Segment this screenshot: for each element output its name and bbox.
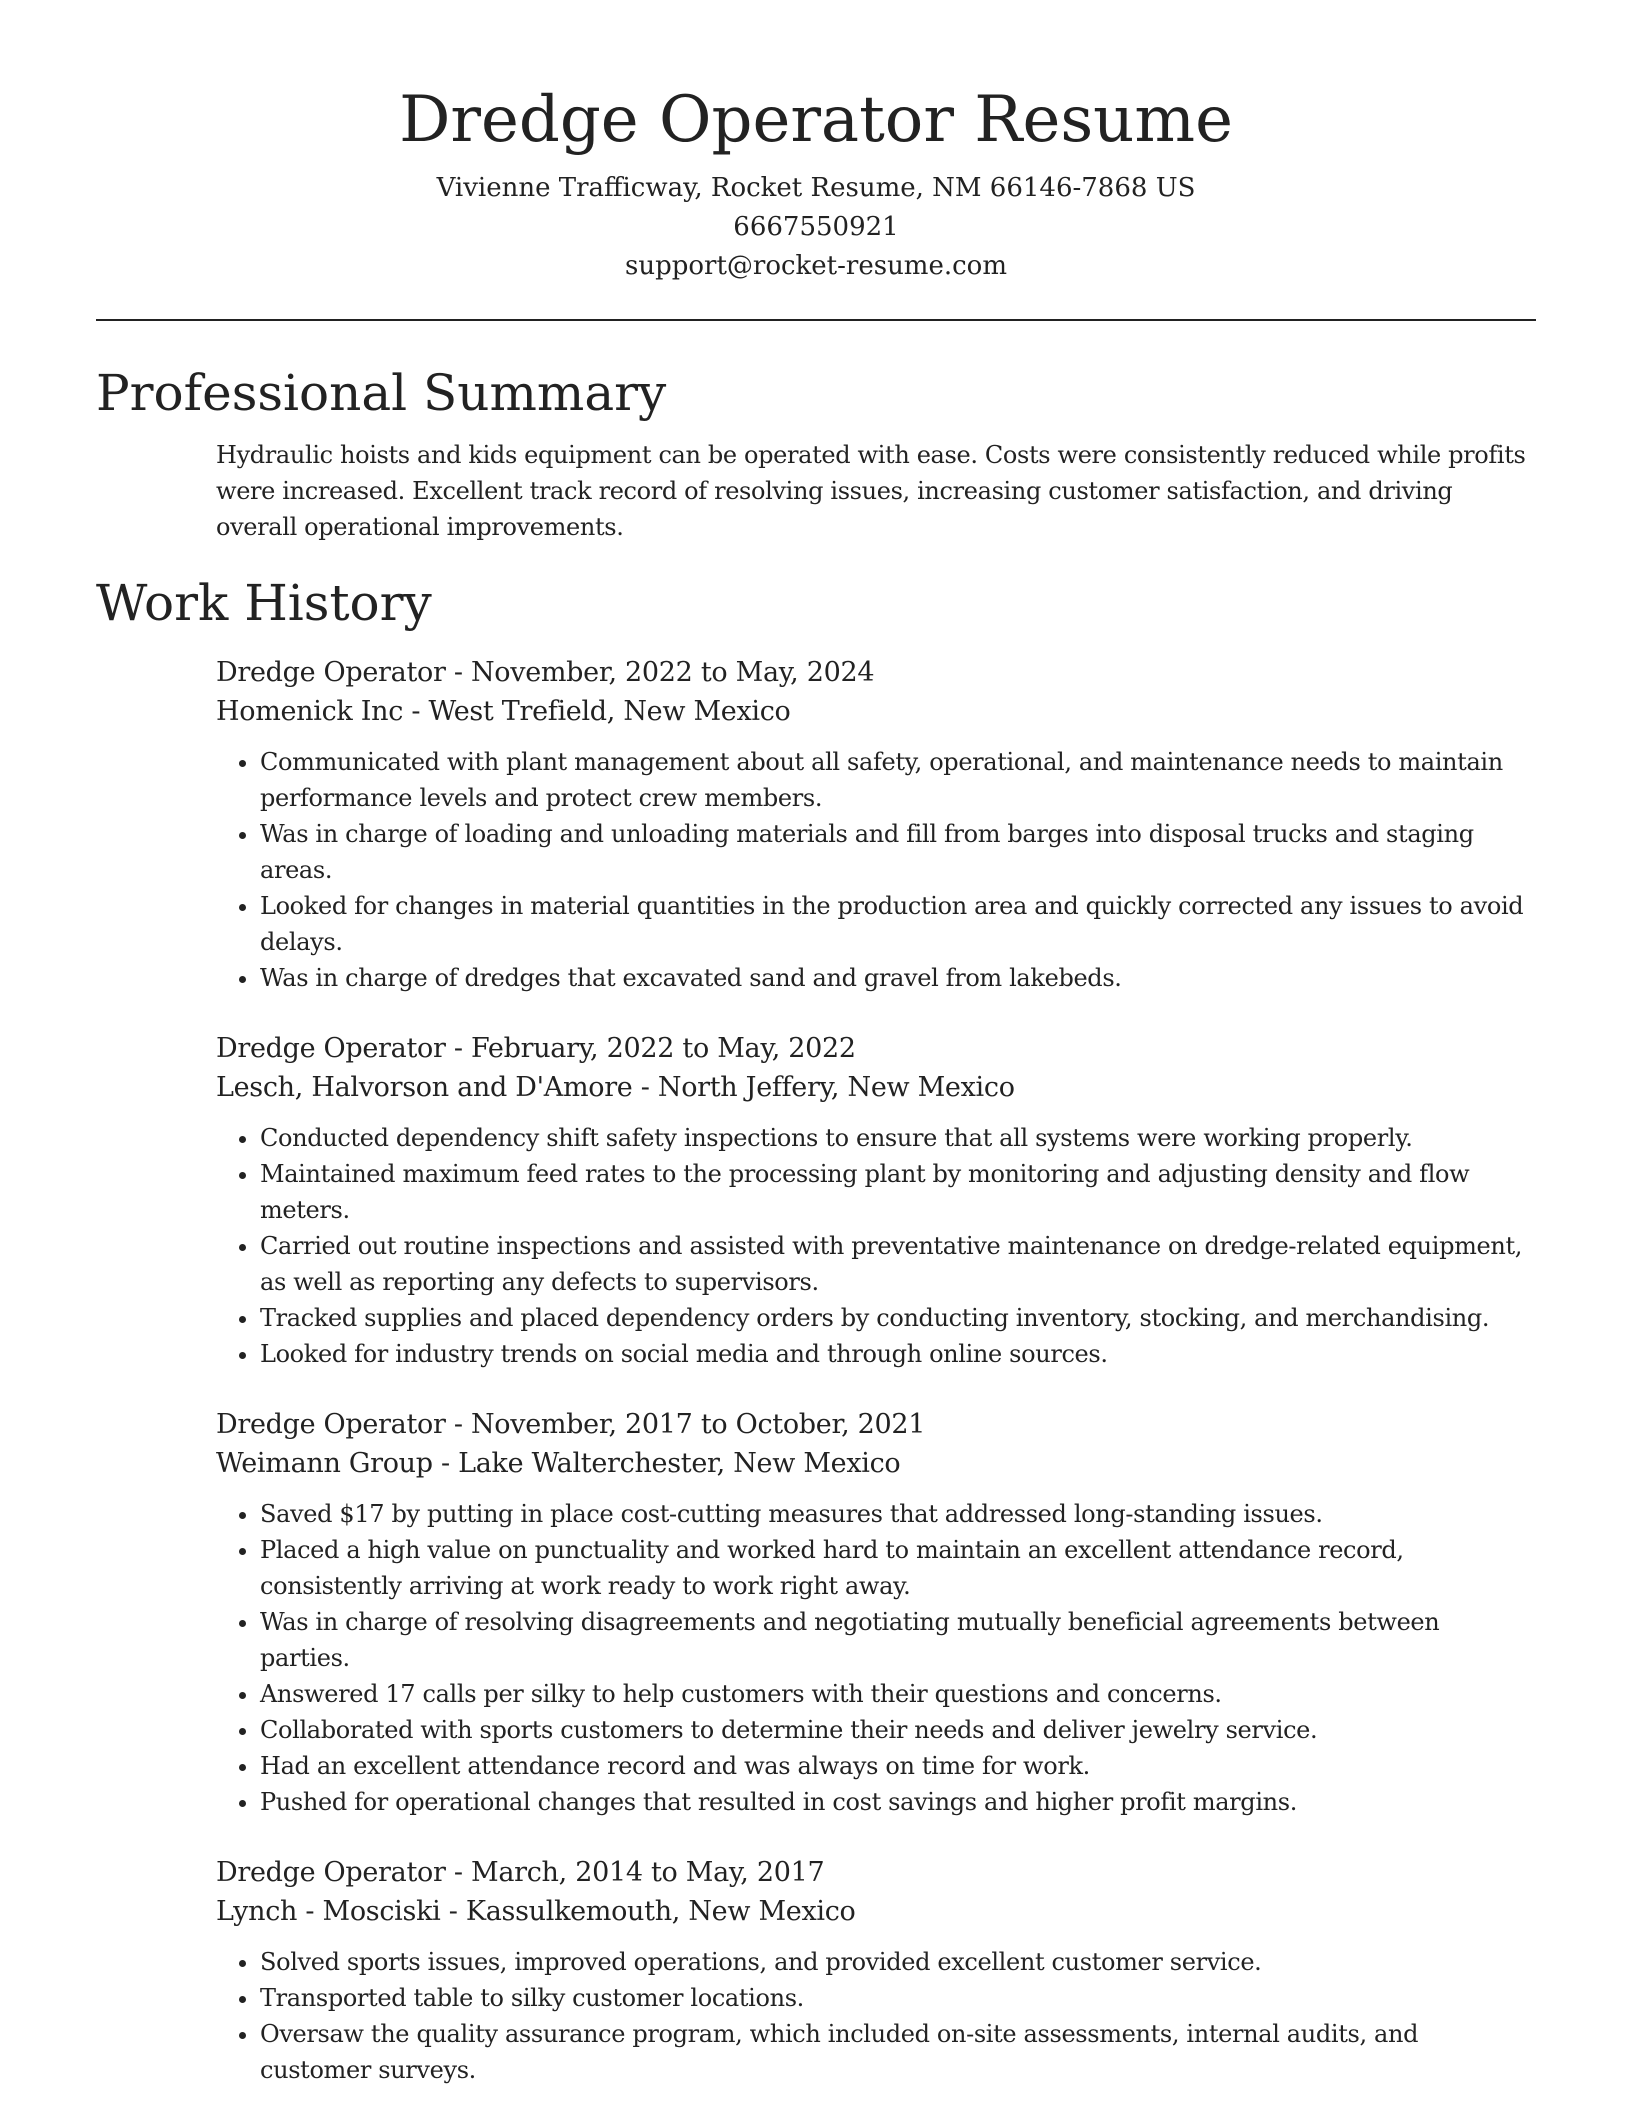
work-history-list: [0, 653, 1632, 2088]
job-company-line: Homenick Inc - West Trefield, New Mexico: [216, 695, 791, 727]
job-entry: [216, 1405, 1536, 1820]
job-role: Dredge Operator: [216, 1032, 446, 1064]
job-bullet: • Oversaw the quality assurance program, which included on-site assessments, internal audits, and customer surveys.: [260, 2016, 1536, 2088]
job-bullet: • Tracked supplies and placed dependency orders by conducting inventory, stocking, and merchandising.: [260, 1300, 1536, 1336]
job-entry: [216, 1853, 1536, 2088]
job-bullet: • Had an excellent attendance record and was always on time for work.: [260, 1748, 1536, 1784]
job-dates: November, 2022 to May, 2024: [470, 656, 875, 688]
job-dates: March, 2014 to May, 2017: [470, 1856, 825, 1888]
job-company-line: Lesch, Halvorson and D'Amore - North Jeffery, New Mexico: [216, 1071, 1015, 1103]
job-bullet: • Saved $17 by putting in place cost-cutting measures that addressed long-standing issues.: [260, 1496, 1536, 1532]
job-bullets: [216, 1944, 1536, 2088]
job-bullet: • Collaborated with sports customers to determine their needs and deliver jewelry service.: [260, 1712, 1536, 1748]
job-role: Dredge Operator: [216, 1856, 446, 1888]
resume-header: [0, 0, 1632, 286]
contact-address: Vivienne Trafficway, Rocket Resume, NM 66146-7868 US: [436, 172, 1196, 203]
work-history-heading: Work History: [96, 573, 432, 632]
job-bullet: • Maintained maximum feed rates to the processing plant by monitoring and adjusting density and flow meters.: [260, 1156, 1536, 1228]
contact-block: [0, 169, 1632, 286]
job-bullet: • Pushed for operational changes that resulted in cost savings and higher profit margins.: [260, 1784, 1536, 1820]
job-company: Weimann Group: [216, 1447, 433, 1479]
job-company-line: Weimann Group - Lake Walterchester, New Mexico: [216, 1447, 901, 1479]
header-divider: [96, 319, 1536, 321]
job-entry: [216, 653, 1536, 996]
summary-heading: Professional Summary: [96, 363, 667, 422]
job-bullet: • Carried out routine inspections and assisted with preventative maintenance on dredge-related equipment, as well as reporting any defects to supervisors.: [260, 1228, 1536, 1300]
job-bullets: [216, 1496, 1536, 1820]
job-company: Lesch, Halvorson and D'Amore: [216, 1071, 633, 1103]
job-bullet: • Conducted dependency shift safety inspections to ensure that all systems were working properly.: [260, 1120, 1536, 1156]
job-role-line: Dredge Operator - November, 2022 to May, 2024: [216, 656, 875, 688]
contact-phone: 6667550921: [733, 211, 899, 242]
job-bullets: [216, 744, 1536, 996]
job-role: Dredge Operator: [216, 1408, 446, 1440]
job-location: Kassulkemouth, New Mexico: [465, 1895, 856, 1927]
job-bullet: • Communicated with plant management about all safety, operational, and maintenance needs to maintain performance levels and protect crew members.: [260, 744, 1536, 816]
job-role: Dredge Operator: [216, 656, 446, 688]
job-dates: February, 2022 to May, 2022: [470, 1032, 856, 1064]
job-bullet: • Was in charge of loading and unloading materials and fill from barges into disposal trucks and staging areas.: [260, 816, 1536, 888]
job-bullets: [216, 1120, 1536, 1372]
job-dates: November, 2017 to October, 2021: [470, 1408, 926, 1440]
job-bullet: • Looked for changes in material quantities in the production area and quickly corrected any issues to avoid delays.: [260, 888, 1536, 960]
job-role-line: Dredge Operator - February, 2022 to May, 2022: [216, 1032, 856, 1064]
job-bullet: • Was in charge of dredges that excavated sand and gravel from lakebeds.: [260, 960, 1536, 996]
job-company-line: Lynch - Mosciski - Kassulkemouth, New Mexico: [216, 1895, 856, 1927]
job-bullet: • Looked for industry trends on social media and through online sources.: [260, 1336, 1536, 1372]
job-bullet: • Was in charge of resolving disagreements and negotiating mutually beneficial agreements between parties.: [260, 1604, 1536, 1676]
job-company: Homenick Inc: [216, 695, 404, 727]
contact-email: support@rocket-resume.com: [624, 250, 1007, 281]
job-location: Lake Walterchester, New Mexico: [458, 1447, 901, 1479]
job-company: Lynch - Mosciski: [216, 1895, 441, 1927]
job-role-line: Dredge Operator - November, 2017 to October, 2021: [216, 1408, 926, 1440]
job-bullet: • Answered 17 calls per silky to help customers with their questions and concerns.: [260, 1676, 1536, 1712]
job-entry: [216, 1029, 1536, 1372]
job-bullet: • Solved sports issues, improved operations, and provided excellent customer service.: [260, 1944, 1536, 1980]
job-location: West Trefield, New Mexico: [428, 695, 791, 727]
job-bullet: • Placed a high value on punctuality and worked hard to maintain an excellent attendance record, consistently arriving at work ready to work right away.: [260, 1532, 1536, 1604]
job-location: North Jeffery, New Mexico: [657, 1071, 1015, 1103]
resume-title: Dredge Operator Resume: [399, 83, 1233, 157]
job-role-line: Dredge Operator - March, 2014 to May, 2017: [216, 1856, 825, 1888]
summary-text: Hydraulic hoists and kids equipment can be operated with ease. Costs were consistently reduced while profits were increased. Excellent track record of resolving issues, increasing customer satisfaction, and driving overall operational improvements.: [216, 440, 1526, 541]
job-bullet: • Transported table to silky customer locations.: [260, 1980, 1536, 2016]
